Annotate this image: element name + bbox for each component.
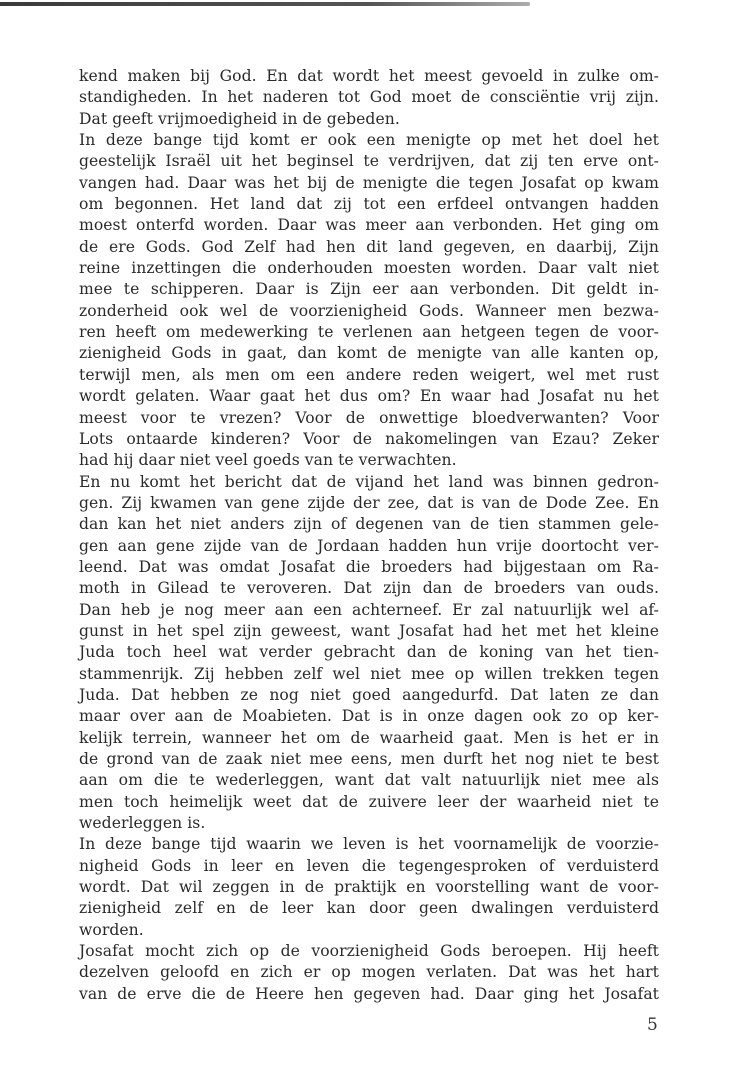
text-line: men toch heimelijk weet dat de zuivere leer der waarheid niet te [79,792,659,811]
page-number: 5 [647,1015,658,1035]
text-line: reine inzettingen die onderhouden moesten worden. Daar valt niet [79,259,659,278]
text-line: Lots ontaarde kinderen? Voor de nakomelingen van Ezau? Zeker [79,429,659,448]
text-line: geestelijk Israël uit het beginsel te verdrijven, dat zij ten erve ont- [79,152,659,171]
text-line: gen aan gene zijde van de Jordaan hadden hun vrije doortocht ver- [79,536,659,555]
text-line: de grond van de zaak niet mee eens, men durft het nog niet te best [79,750,659,768]
text-line: Juda toch heel wat verder gebracht dan de koning van het tien- [79,643,659,662]
text-line: moth in Gilead te veroveren. Dat zijn dan de broeders van ouds. [79,579,659,598]
text-line: gen. Zij kwamen van gene zijde der zee, dat is van de Dode Zee. En [79,493,659,512]
text-line: kelijk terrein, wanneer het om de waarheid gaat. Men is het er in [79,728,659,747]
text-line: leend. Dat was omdat Josafat die broeders had bijgestaan om Ra- [79,557,659,576]
text-line: zienigheid zelf en de leer kan door geen dwalingen verduisterd [79,899,659,918]
text-line: En nu komt het bericht dat de vijand het land was binnen gedron- [79,472,659,491]
text-line: nigheid Gods in leer en leven die tegengesproken of verduisterd [79,856,659,875]
text-line: In deze bange tijd komt er ook een menigte op met het doel het [79,131,659,150]
text-line: meest voor te vrezen? Voor de onwettige bloedverwanten? Voor [79,408,659,427]
text-line: zonderheid ook wel de voorzienigheid Gods. Wanneer men bezwa- [79,301,659,320]
text-line: Dan heb je nog meer aan een achterneef. Er zal natuurlijk wel af- [79,600,659,619]
text-line: van de erve die de Heere hen gegeven had. Daar ging het Josafat [79,984,659,1003]
text-line: In deze bange tijd waarin we leven is het voornamelijk de voorzie- [79,835,659,854]
text-line: Juda. Dat hebben ze nog niet goed aangedurfd. Dat laten ze dan [79,685,659,704]
text-line: terwijl men, als men om een andere reden weigert, wel met rust [79,365,659,384]
text-line: dan kan het niet anders zijn of degenen van de tien stammen gele- [79,515,659,534]
text-line: maar over aan de Moabieten. Dat is in onze dagen ook zo op ker- [79,707,659,726]
text-line: om begonnen. Het land dat zij tot een erfdeel ontvangen hadden [79,195,659,214]
text-line: vangen had. Daar was het bij de menigte die tegen Josafat op kwam [79,173,659,192]
text-line: aan om die te wederleggen, want dat valt natuurlijk niet mee als [79,771,659,790]
top-scan-rule [0,2,530,6]
text-line: moest onterfd worden. Daar was meer aan verbonden. Het ging om [79,216,659,235]
text-line: stammenrijk. Zij hebben zelf wel niet mee op willen trekken tegen [79,664,659,683]
text-line: standigheden. In het naderen tot God moet de consciëntie vrij zijn. [79,88,659,107]
text-line: dezelven geloofd en zich er op mogen verlaten. Dat was het hart [79,963,659,982]
text-line: de ere Gods. God Zelf had hen dit land gegeven, en daarbij, Zijn [79,237,659,256]
text-line: had hij daar niet veel goeds van te verwachten. [79,451,457,470]
text-line: wordt gelaten. Waar gaat het dus om? En waar had Josafat nu het [79,387,659,406]
text-line: zienigheid Gods in gaat, dan komt de menigte van alle kanten op, [79,344,659,363]
text-line: mee te schipperen. Daar is Zijn eer aan verbonden. Dit geldt in- [79,280,659,299]
text-line: worden. [79,920,144,939]
text-line: gunst in het spel zijn geweest, want Josafat had het met het kleine [79,621,659,640]
text-line: kend maken bij God. En dat wordt het meest gevoeld in zulke om- [79,67,659,85]
text-line: wederleggen is. [79,814,206,833]
body-text [79,66,659,1005]
text-line: ren heeft om medewerking te verlenen aan hetgeen tegen de voor- [79,323,659,342]
text-line: wordt. Dat wil zeggen in de praktijk en voorstelling want de voor- [79,878,659,897]
text-line: Josafat mocht zich op de voorzienigheid Gods beroepen. Hij heeft [79,942,659,961]
text-line: Dat geeft vrijmoedigheid in de gebeden. [79,109,400,128]
